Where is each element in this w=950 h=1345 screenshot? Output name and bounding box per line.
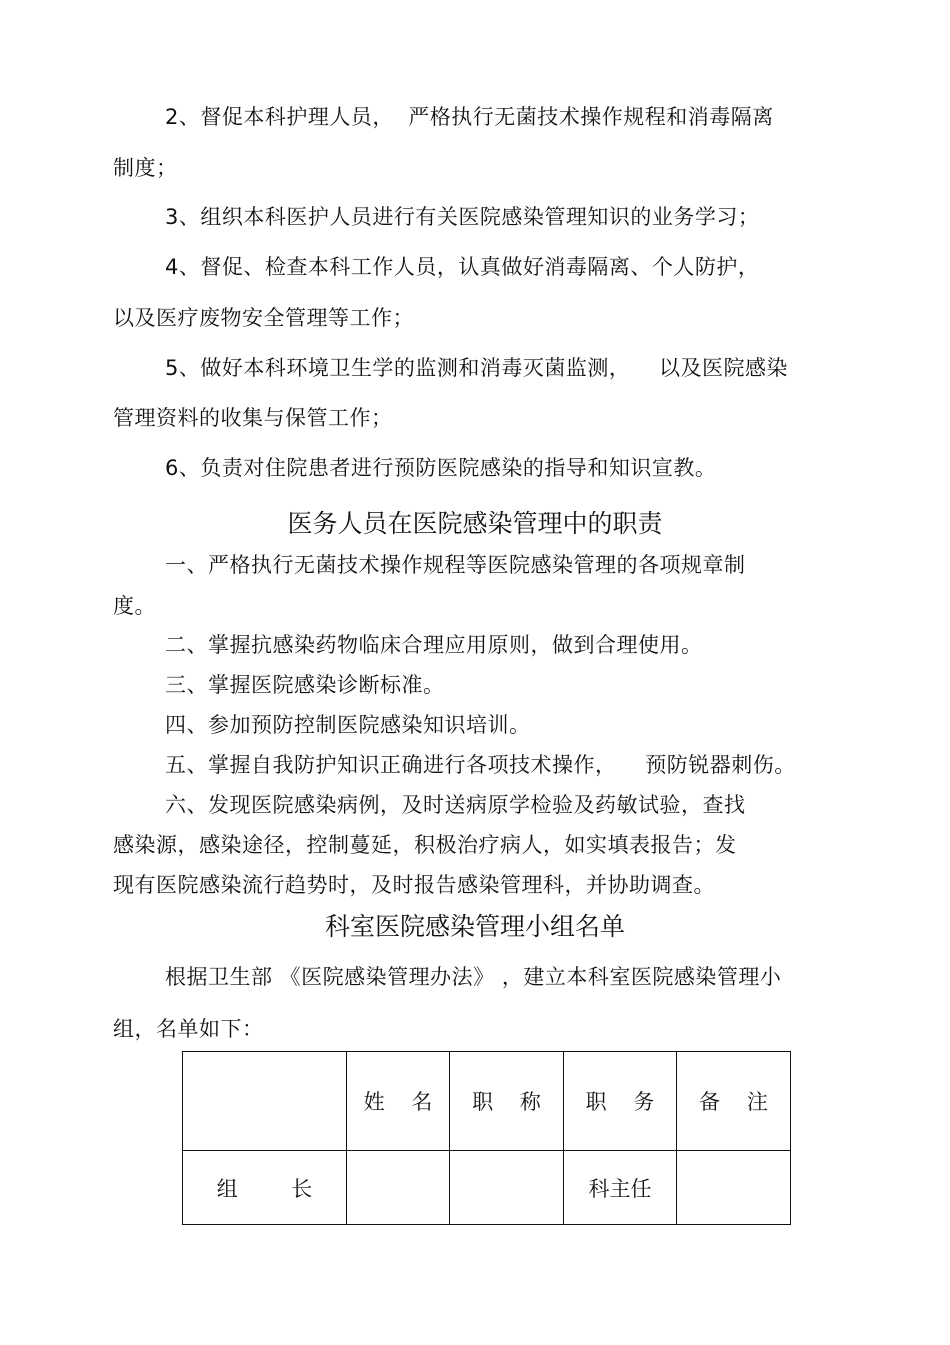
header-cell-title: 职 称: [450, 1052, 564, 1151]
header-cell: [183, 1052, 347, 1151]
paragraph-line: 感染源，感染途径，控制蔓延，积极治疗病人，如实填表报告；发: [113, 833, 737, 857]
header-cell-name: 姓 名: [347, 1052, 450, 1151]
section-title: 医务人员在医院感染管理中的职责: [287, 509, 663, 538]
paragraph-line: 制度；: [113, 156, 178, 180]
table-cell-remarks: [677, 1151, 791, 1225]
paragraph-line: 四、参加预防控制医院感染知识培训。: [165, 713, 531, 737]
paragraph-line: 现有医院感染流行趋势时，及时报告感染管理科，并协助调查。: [113, 873, 715, 897]
header-cell-remarks: 备 注: [677, 1052, 791, 1151]
table-row: [183, 1151, 791, 1225]
paragraph-line: 以及医疗废物安全管理等工作；: [113, 306, 414, 330]
table-header-row: [183, 1052, 791, 1151]
paragraph-line: 三、掌握医院感染诊断标准。: [165, 673, 445, 697]
paragraph-line: 3、组织本科医护人员进行有关医院感染管理知识的业务学习；: [165, 205, 760, 229]
paragraph-line: 6、负责对住院患者进行预防医院感染的指导和知识宣教。: [165, 456, 717, 480]
section-title: 科室医院感染管理小组名单: [324, 912, 625, 941]
paragraph-line: 五、掌握自我防护知识正确进行各项技术操作， 预防锐器刺伤。: [165, 753, 796, 777]
table-cell-title: [450, 1151, 564, 1225]
paragraph-line: 管理资料的收集与保管工作；: [113, 406, 393, 430]
paragraph-line: 二、掌握抗感染药物临床合理应用原则，做到合理使用。: [165, 633, 703, 657]
table-cell-position: 科主任: [564, 1151, 677, 1225]
paragraph-line: 一、严格执行无菌技术操作规程等医院感染管理的各项规章制: [165, 553, 746, 577]
paragraph-line: 组，名单如下：: [113, 1017, 264, 1041]
paragraph-line: 2、督促本科护理人员， 严格执行无菌技术操作规程和消毒隔离: [165, 105, 774, 129]
roster-table: [182, 1051, 791, 1225]
paragraph-line: 根据卫生部 《医院感染管理办法》 ，建立本科室医院感染管理小: [165, 965, 782, 989]
paragraph-line: 度。: [113, 594, 156, 618]
paragraph-line: 六、发现医院感染病例，及时送病原学检验及药敏试验，查找: [165, 793, 746, 817]
table-cell-name: [347, 1151, 450, 1225]
table-cell-role: 组 长: [183, 1151, 347, 1225]
paragraph-line: 4、督促、检查本科工作人员，认真做好消毒隔离、个人防护，: [165, 255, 760, 279]
paragraph-line: 5、做好本科环境卫生学的监测和消毒灭菌监测， 以及医院感染: [165, 356, 789, 380]
header-cell-position: 职 务: [564, 1052, 677, 1151]
